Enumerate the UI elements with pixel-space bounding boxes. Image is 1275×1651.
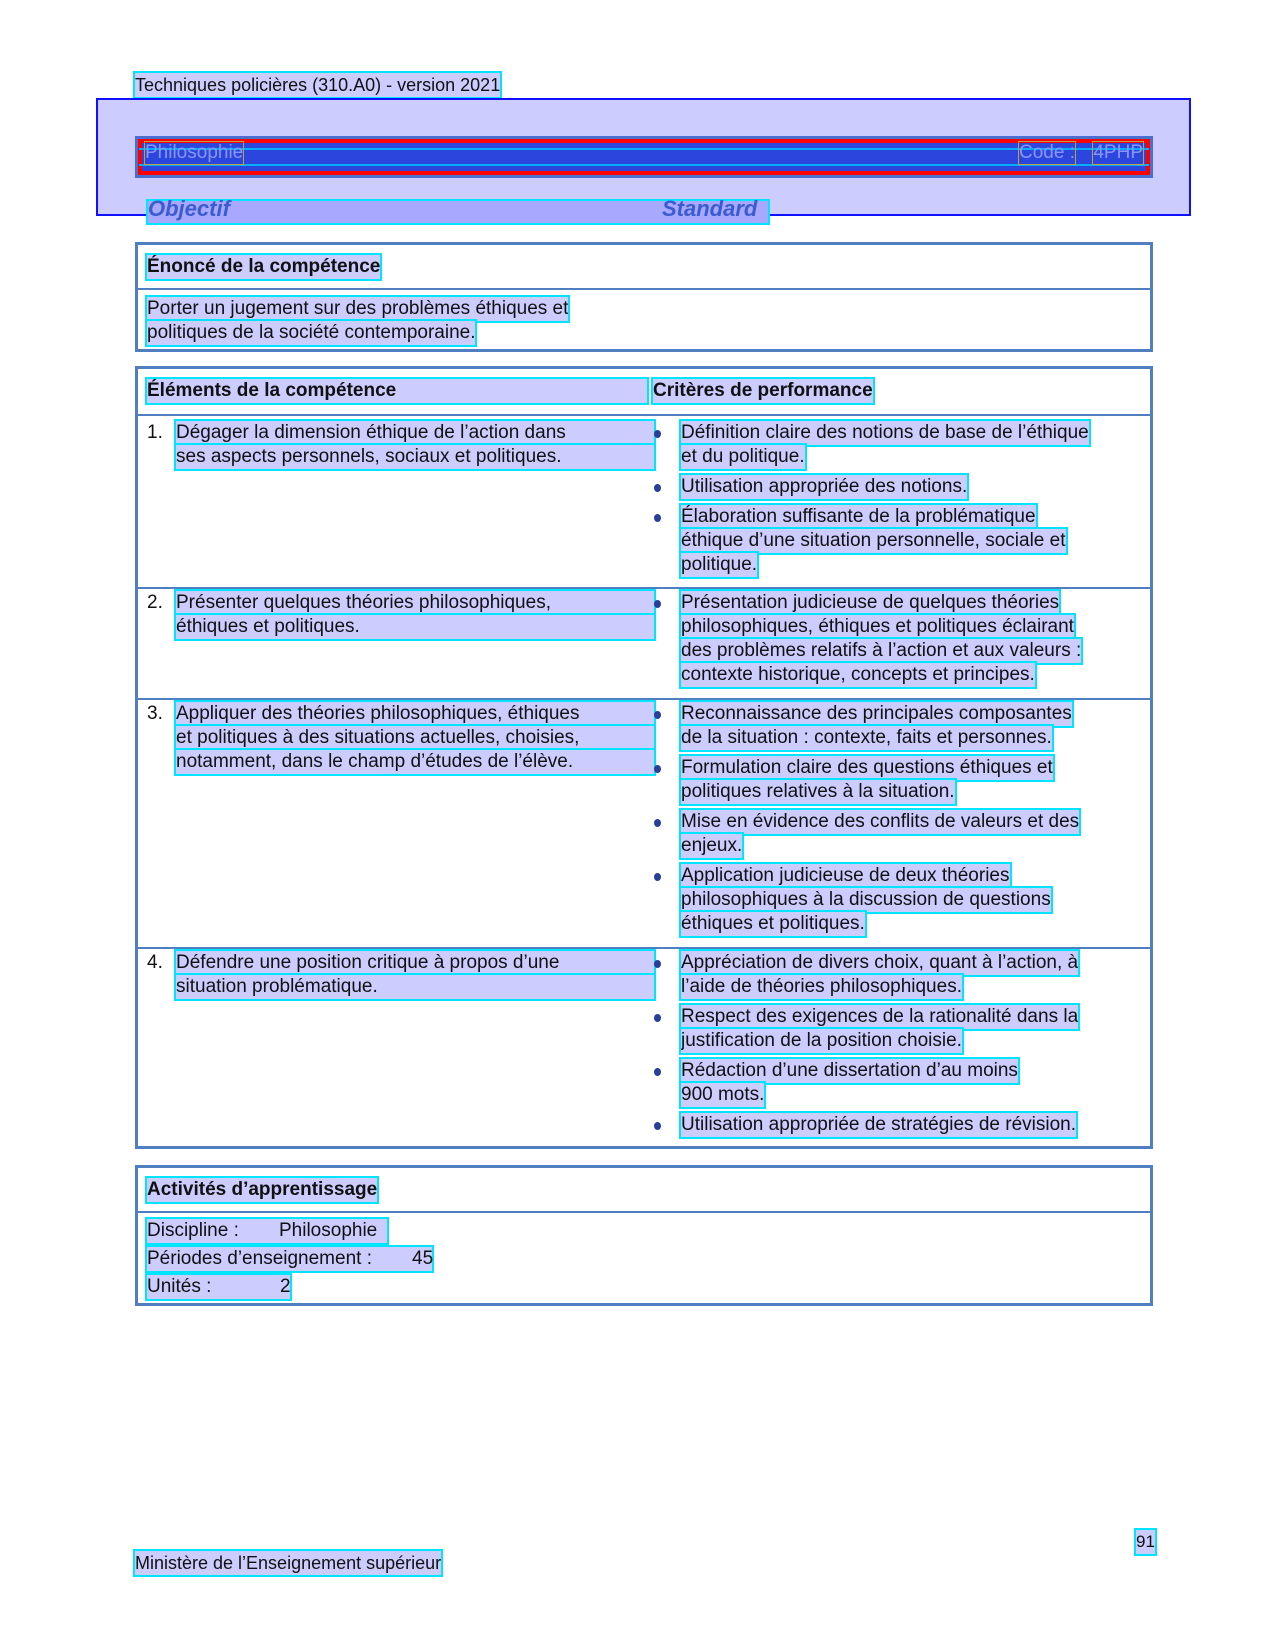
activites-box: [135, 1165, 1153, 1306]
bullet-icon: [654, 960, 661, 968]
bullet-icon: [654, 1122, 661, 1130]
criterion-line: philosophiques, éthiques et politiques éclairant: [681, 616, 1074, 637]
bullet-icon: [654, 430, 661, 438]
footer-ministry: Ministère de l’Enseignement supérieur: [135, 1553, 442, 1573]
objectif-label: Objectif: [148, 196, 230, 221]
criterion-line: Définition claire des notions de base de l’éthique: [681, 422, 1089, 443]
criterion-line: Respect des exigences de la rationalité dans la: [681, 1006, 1079, 1027]
criterion-line: éthiques et politiques.: [681, 913, 865, 934]
criterion-line: Utilisation appropriée de stratégies de révision.: [681, 1114, 1076, 1135]
bullet-icon: [654, 711, 661, 719]
course-code: 4PHP: [1093, 142, 1143, 163]
element-text-line: et politiques à des situations actuelles, choisies,: [176, 726, 654, 750]
course-title-band: [135, 136, 1153, 178]
element-text-line: ses aspects personnels, sociaux et politiques.: [176, 445, 654, 469]
bullet-icon: [654, 819, 661, 827]
element-text-line: situation problématique.: [176, 975, 654, 999]
bullet-icon: [654, 1068, 661, 1076]
criterion-line: philosophiques à la discussion de questions: [681, 889, 1051, 910]
discipline-row: Discipline : Philosophie: [147, 1219, 387, 1243]
element-text-line: éthiques et politiques.: [176, 615, 654, 639]
element-text-line: Appliquer des théories philosophiques, éthiques: [176, 702, 654, 726]
criterion-line: Présentation judicieuse de quelques théories: [681, 592, 1060, 613]
elements-heading: Éléments de la compétence: [147, 379, 647, 403]
enonce-heading: Énoncé de la compétence: [147, 256, 381, 277]
criterion-line: Formulation claire des questions éthiques et: [681, 757, 1053, 778]
unites-value: 2: [280, 1276, 291, 1297]
enonce-line: Porter un jugement sur des problèmes éthiques et: [147, 298, 569, 319]
element-number: 3.: [147, 703, 163, 724]
enonce-line: politiques de la société contemporaine.: [147, 322, 476, 343]
periodes-value: 45: [412, 1248, 434, 1269]
bullet-icon: [654, 484, 661, 492]
enonce-box: [135, 242, 1153, 352]
criterion-line: contexte historique, concepts et principes.: [681, 664, 1035, 685]
page-number: 91: [1136, 1530, 1155, 1554]
criterion-line: l’aide de théories philosophiques.: [681, 976, 962, 997]
criterion-line: et du politique.: [681, 446, 805, 467]
elements-table: [135, 366, 1153, 1149]
periodes-row: Périodes d’enseignement : 45: [147, 1248, 434, 1269]
bullet-icon: [654, 514, 661, 522]
criterion-line: politiques relatives à la situation.: [681, 781, 955, 802]
bullet-icon: [654, 1014, 661, 1022]
row-divider: [138, 947, 1150, 949]
element-text-line: Défendre une position critique à propos d’une: [176, 951, 654, 975]
standard-label: Standard: [662, 196, 758, 221]
criteria-heading: Critères de performance: [653, 380, 873, 401]
criterion-line: Application judicieuse de deux théories: [681, 865, 1010, 886]
criterion-line: Mise en évidence des conflits de valeurs et des: [681, 811, 1080, 832]
element-text-line: Dégager la dimension éthique de l’action dans: [176, 421, 654, 445]
element-text-line: notamment, dans le champ d’études de l’élève.: [176, 750, 654, 774]
criterion-line: Appréciation de divers choix, quant à l’action, à: [681, 952, 1079, 973]
discipline-value: Philosophie: [279, 1220, 378, 1241]
criterion-line: 900 mots.: [681, 1084, 765, 1105]
program-header: Techniques policières (310.A0) - version 2021: [135, 75, 501, 95]
criterion-line: politique.: [681, 554, 758, 575]
element-number: 2.: [147, 592, 163, 613]
criterion-line: Rédaction d’une dissertation d’au moins: [681, 1060, 1018, 1081]
row-divider: [138, 698, 1150, 700]
criterion-line: éthique d’une situation personnelle, sociale et: [681, 530, 1066, 551]
activites-heading: Activités d’apprentissage: [147, 1179, 378, 1200]
criterion-line: des problèmes relatifs à l’action et aux valeurs :: [681, 640, 1082, 661]
element-number: 1.: [147, 422, 163, 443]
bullet-icon: [654, 765, 661, 773]
criterion-line: Reconnaissance des principales composantes: [681, 703, 1072, 724]
criterion-line: justification de la position choisie.: [681, 1030, 962, 1051]
row-divider: [138, 587, 1150, 589]
unites-row: Unités : 2: [147, 1276, 291, 1297]
bullet-icon: [654, 600, 661, 608]
element-number: 4.: [147, 952, 163, 973]
criterion-line: de la situation : contexte, faits et personnes.: [681, 727, 1052, 748]
element-text-line: Présenter quelques théories philosophiques,: [176, 591, 654, 615]
criterion-line: Utilisation appropriée des notions.: [681, 476, 968, 497]
criterion-line: enjeux.: [681, 835, 743, 856]
course-code-label: Code :: [1019, 142, 1075, 163]
course-title: Philosophie: [145, 142, 244, 163]
bullet-icon: [654, 873, 661, 881]
criterion-line: Élaboration suffisante de la problématique: [681, 506, 1036, 527]
